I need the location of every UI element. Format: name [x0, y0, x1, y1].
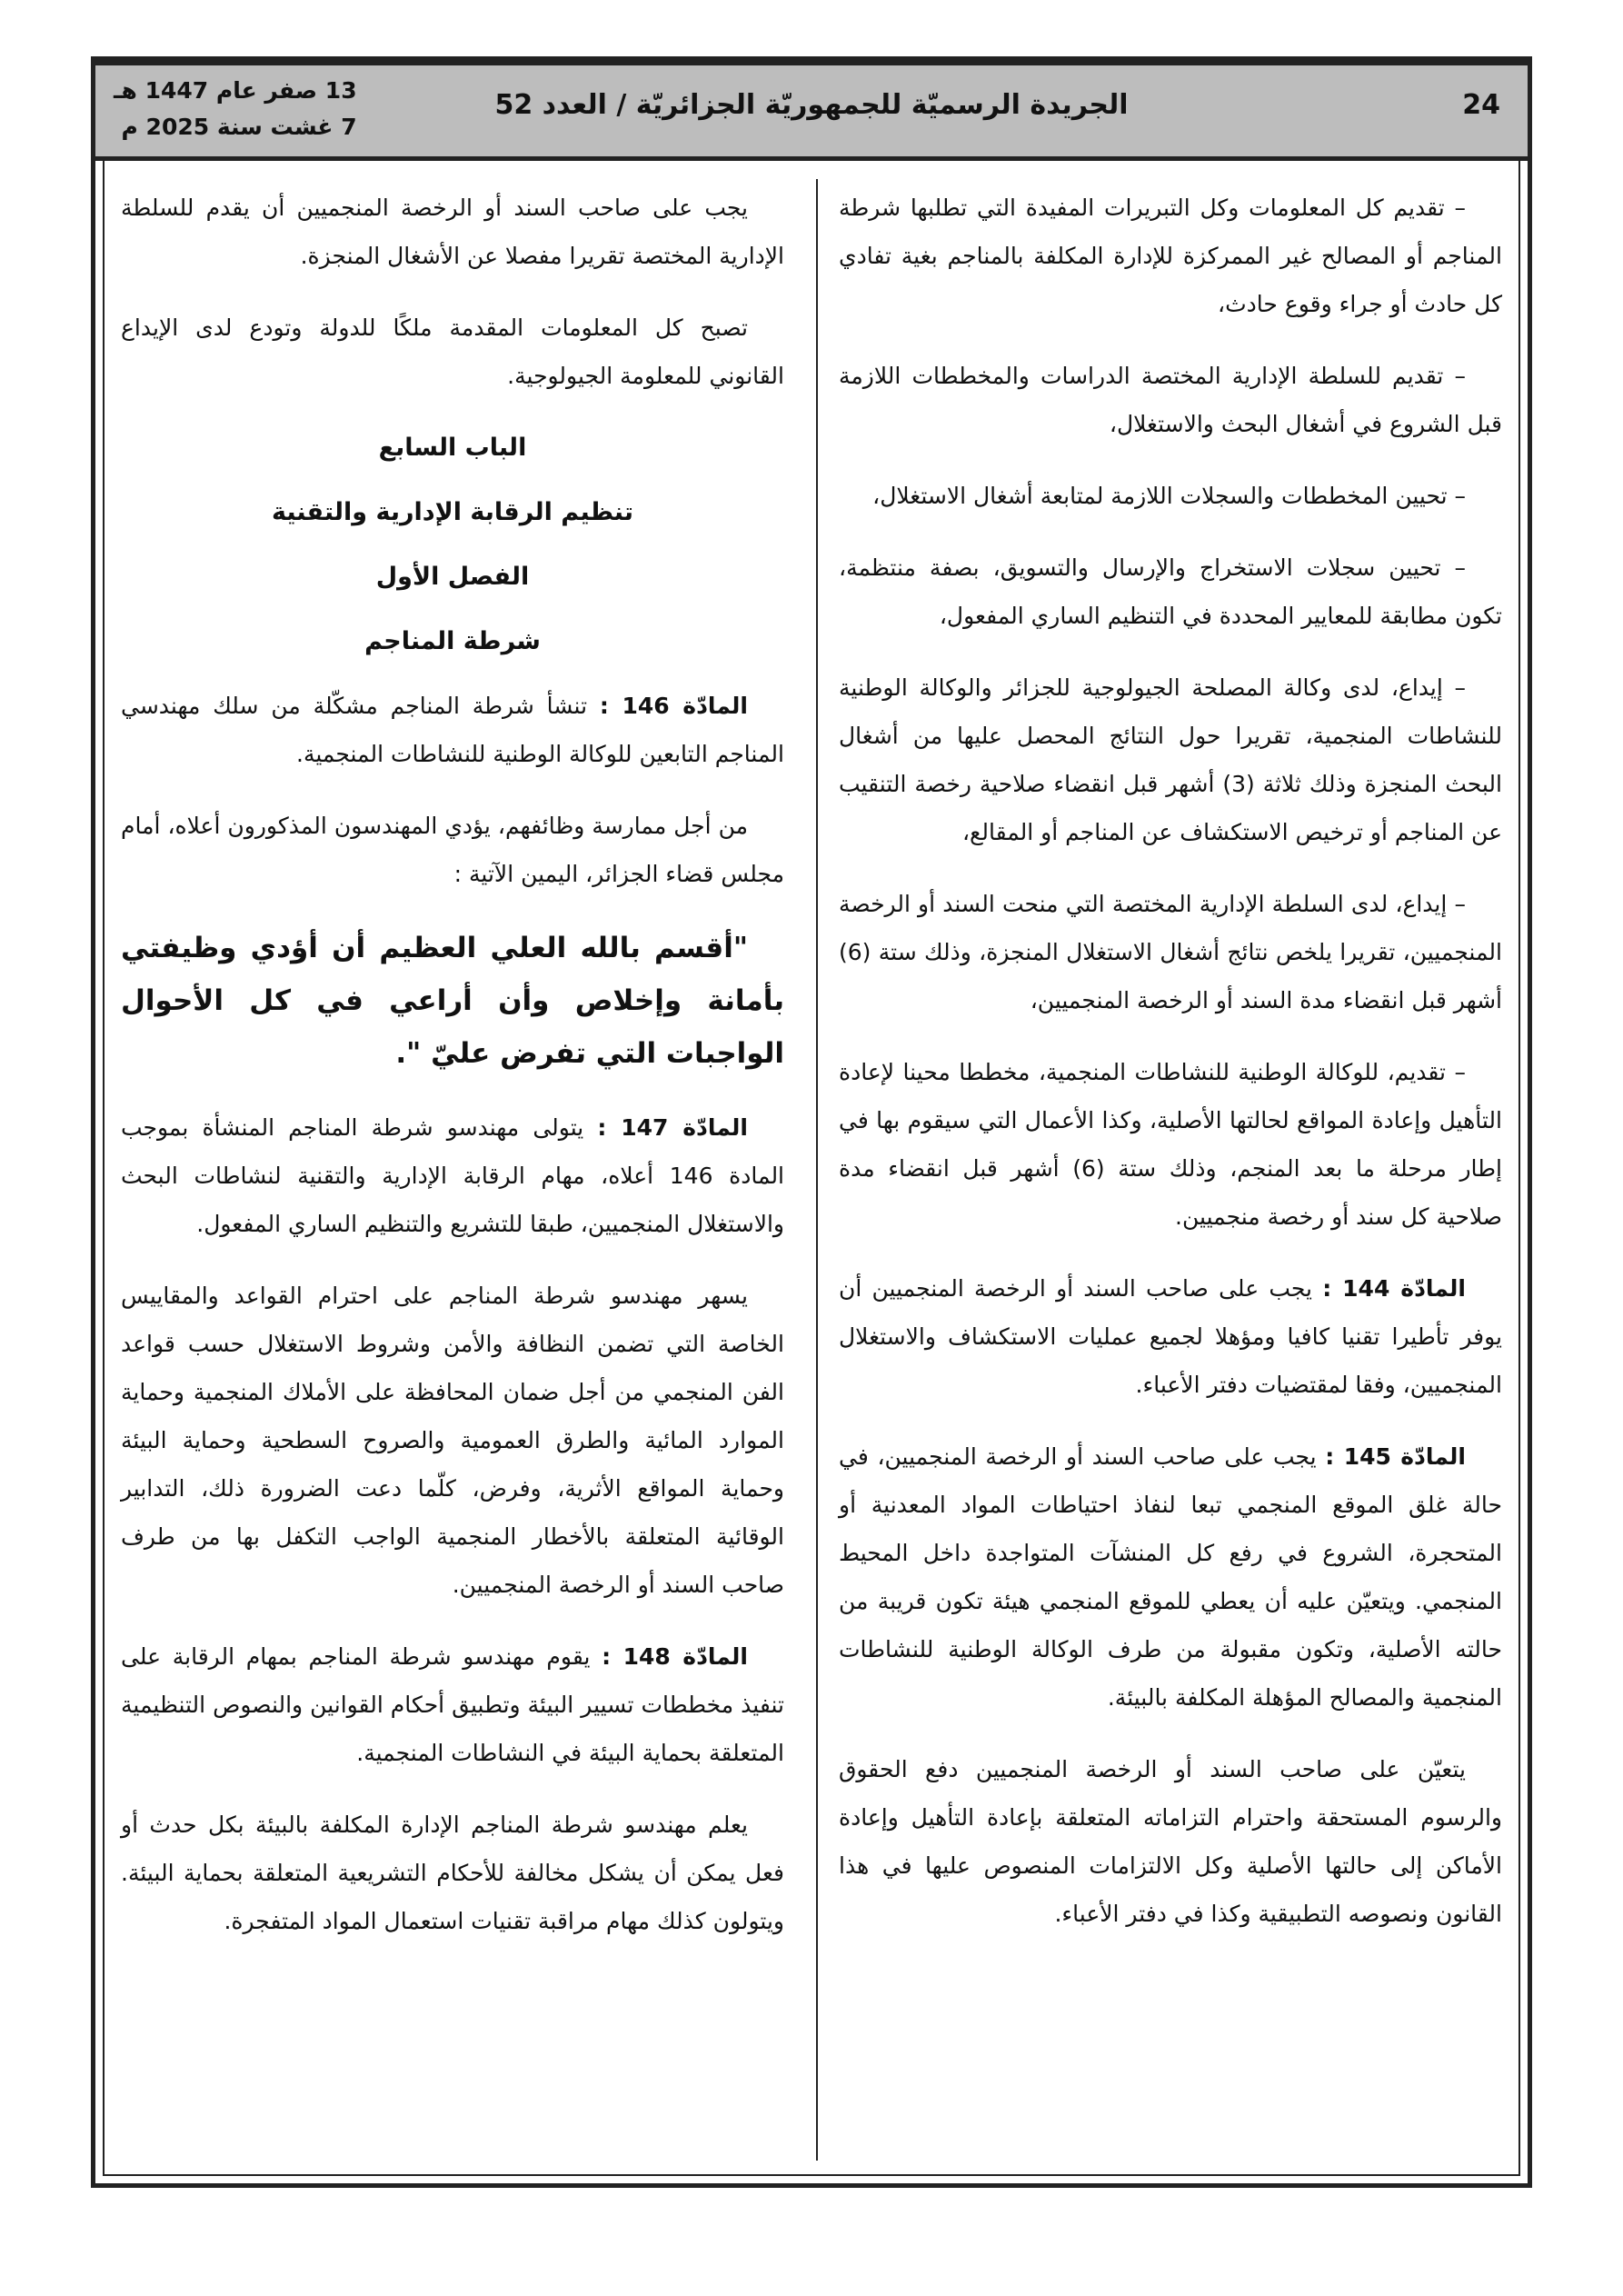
list-item: – تقديم، للوكالة الوطنية للنشاطات المنجمية، مخططا محينا لإعادة التأهيل وإعادة المواقع لحالتها الأصلية، وكذا الأعمال التي سيقوم بها في إطار مرحلة ما بعد المنجم، وذلك ستة (6) أشهر قبل انقضاء مدة صلاحية كل سند أو رخصة منجميين.	[839, 1059, 1502, 1230]
article-text: يقوم مهندسو شرطة المناجم بمهام الرقابة على تنفيذ مخططات تسيير البيئة وتطبيق أحكام القوانين والنصوص التنظيمية المتعلقة بحماية البيئة في النشاطات المنجمية.	[121, 1643, 784, 1766]
list-item: – إيداع، لدى وكالة المصلحة الجيولوجية للجزائر والوكالة الوطنية للنشاطات المنجمية، تقريرا حول النتائج المحصل عليها من أشغال البحث المنجزة وذلك ثلاثة (3) أشهر قبل انقضاء صلاحية رخصة التنقيب عن المناجم أو ترخيص الاستكشاف عن المناجم أو المقالع،	[839, 674, 1502, 845]
article-text: تنشأ شرطة المناجم مشكّلة من سلك مهندسي المناجم التابعين للوكالة الوطنية للنشاطات المنجمية.	[121, 693, 784, 767]
list-item: – تحيين سجلات الاستخراج والإرسال والتسويق، بصفة منتظمة، تكون مطابقة للمعايير المحددة في التنظيم الساري المفعول،	[839, 554, 1502, 629]
left-column	[121, 184, 784, 1969]
paragraph: يجب على صاحب السند أو الرخصة المنجميين أن يقدم للسلطة الإدارية المختصة تقريرا مفصلا عن الأشغال المنجزة.	[121, 195, 784, 269]
column-divider	[816, 179, 818, 2161]
paragraph: تصبح كل المعلومات المقدمة ملكًا للدولة وتودع لدى الإيداع القانوني للمعلومة الجيولوجية.	[121, 314, 784, 389]
article-label: المادّة 146 :	[599, 693, 748, 719]
article-147	[121, 1103, 784, 1248]
date-gregorian: 7 غشت سنة 2025 م	[121, 114, 357, 140]
page-frame	[91, 56, 1532, 2188]
article-144	[839, 1264, 1502, 1409]
part-subtitle: تنظيم الرقابة الإدارية والتقنية	[272, 498, 633, 526]
issue-date	[114, 73, 357, 145]
article-label: المادّة 147 :	[597, 1114, 748, 1141]
article-text: يتولى مهندسو شرطة المناجم المنشأة بموجب المادة 146 أعلاه، مهام الرقابة الإدارية والتقنية لنشاطات البحث والاستغلال المنجميين، طبقا للتشريع والتنظيم الساري المفعول.	[121, 1114, 785, 1237]
page-header	[95, 61, 1528, 161]
list-item: – تقديم كل المعلومات وكل التبريرات المفيدة التي تطلبها شرطة المناجم أو المصالح غير الممركزة للإدارة المكلفة بالمناجم بغية تفادي كل حادث أو جراء وقوع حادث،	[839, 195, 1502, 317]
chapter-title: الفصل الأول	[375, 563, 530, 591]
right-column	[839, 184, 1502, 1962]
part-title: الباب السابع	[378, 434, 527, 462]
article-145	[839, 1433, 1502, 1722]
chapter-subtitle: شرطة المناجم	[364, 627, 541, 655]
date-hijri: 13 صفر عام 1447 هـ	[114, 77, 357, 104]
article-text: يجب على صاحب السند أو الرخصة المنجميين، في حالة غلق الموقع المنجمي تبعا لنفاذ احتياطات المواد المعدنية أو المتحجرة، الشروع في رفع كل المنشآت المتواجدة داخل المحيط المنجمي. ويتعيّن عليه أن يعطي للموقع المنجمي هيئة تكون قريبة من حالته الأصلية، وتكون مقبولة من طرف الوكالة الوطنية للنشاطات المنجمية والمصالح المؤهلة المكلفة بالبيئة.	[839, 1443, 1502, 1711]
paragraph: يتعيّن على صاحب السند أو الرخصة المنجميين دفع الحقوق والرسوم المستحقة واحترام التزاماته المتعلقة بإعادة التأهيل وإعادة الأماكن إلى حالتها الأصلية وكل الالتزامات المنصوص عليها في هذا القانون ونصوصه التطبيقية وكذا في دفتر الأعباء.	[839, 1756, 1502, 1927]
list-item: – إيداع، لدى السلطة الإدارية المختصة التي منحت السند أو الرخصة المنجميين، تقريرا يلخص نتائج أشغال الاستغلال المنجزة، وذلك ستة (6) أشهر قبل انقضاء مدة السند أو الرخصة المنجميين،	[839, 891, 1502, 1013]
article-text: يجب على صاحب السند أو الرخصة المنجميين أن يوفر تأطيرا تقنيا كافيا ومؤهلا لجميع عمليات الاستكشاف والاستغلال المنجميين، وفقا لمقتضيات دفتر الأعباء.	[839, 1275, 1502, 1398]
oath-text: "أقسم بالله العلي العظيم أن أؤدي وظيفتي بأمانة وإخلاص وأن أراعي في كل الأحوال الواجبات التي تفرض عليّ ".	[121, 932, 784, 1070]
article-label: المادّة 145 :	[1325, 1443, 1466, 1470]
article-label: المادّة 144 :	[1322, 1275, 1466, 1302]
article-146	[121, 682, 784, 778]
paragraph: يسهر مهندسو شرطة المناجم على احترام القواعد والمقاييس الخاصة التي تضمن النظافة والأمن وشروط الاستغلال حسب قواعد الفن المنجمي من أجل ضمان المحافظة على الأملاك المنجمية وحماية الموارد المائية والطرق العمومية والصروح السطحية وحماية البيئة وحماية المواقع الأثرية، وفرض، كلّما دعت الضرورة ذلك، التدابير الوقائية المتعلقة بالأخطار المنجمية الواجب التكفل بها من طرف صاحب السند أو الرخصة المنجميين.	[121, 1283, 784, 1598]
gazette-title: الجريدة الرسميّة للجمهوريّة الجزائريّة / العدد 52	[494, 89, 1129, 121]
list-item: – تحيين المخططات والسجلات اللازمة لمتابعة أشغال الاستغلال،	[872, 483, 1466, 509]
article-148	[121, 1632, 784, 1777]
paragraph: يعلم مهندسو شرطة المناجم الإدارة المكلفة بالبيئة بكل حدث أو فعل يمكن أن يشكل مخالفة للأحكام التشريعية المتعلقة بحماية البيئة. ويتولون كذلك مهام مراقبة تقنيات استعمال المواد المتفجرة.	[121, 1812, 784, 1934]
article-label: المادّة 148 :	[602, 1643, 748, 1670]
list-item: – تقديم للسلطة الإدارية المختصة الدراسات والمخططات اللازمة قبل الشروع في أشغال البحث والاستغلال،	[839, 363, 1502, 437]
paragraph: من أجل ممارسة وظائفهم، يؤدي المهندسون المذكورون أعلاه، أمام مجلس قضاء الجزائر، اليمين الآتية :	[121, 813, 784, 887]
page-number: 24	[1462, 89, 1500, 121]
